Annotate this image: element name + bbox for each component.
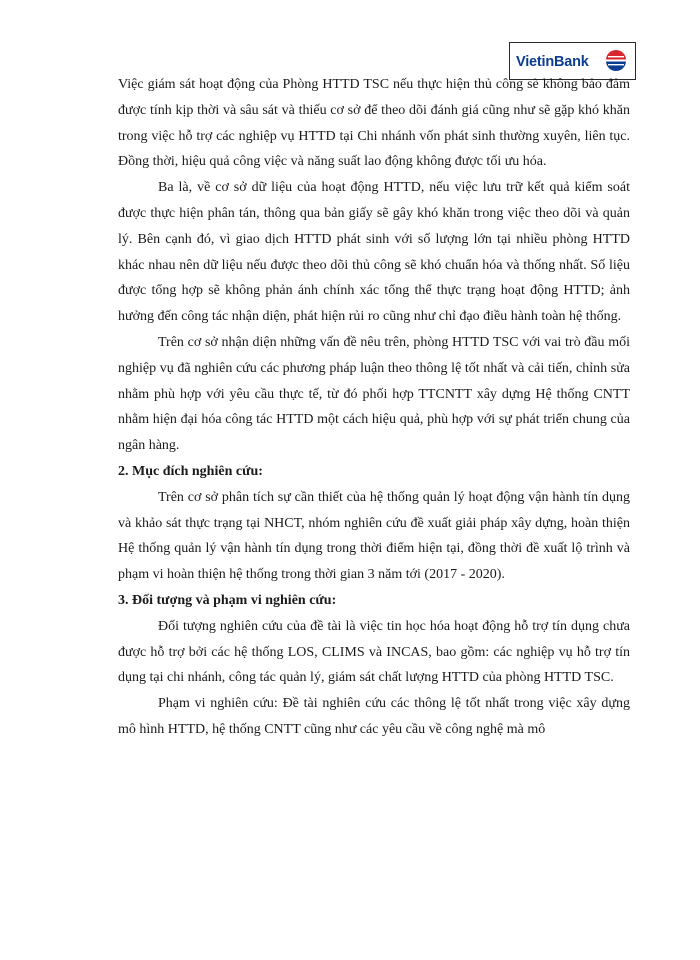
logo-text: VietinBank — [516, 54, 589, 70]
paragraph-monitoring: Việc giám sát hoạt động của Phòng HTTD TSC nếu thực hiện thủ công sẽ không bảo đảm được tính kịp thời và sâu sát và thiếu cơ sở để theo dõi đánh giá cũng như sẽ gặp khó khăn trong việc hỗ trợ các nghiệp vụ HTTD tại Chi nhánh vốn phát sinh thường xuyên, liên tục. Đồng thời, hiệu quả công việc và năng suất lao động không được tối ưu hóa. — [118, 77, 630, 170]
document-body — [118, 72, 630, 743]
paragraph-research-purpose: Trên cơ sở phân tích sự cần thiết của hệ thống quản lý hoạt động vận hành tín dụng và khảo sát thực trạng tại NHCT, nhóm nghiên cứu đề xuất giải pháp xây dựng, hoàn thiện Hệ thống quản lý vận hành tín dụng trong thời điểm hiện tại, đồng thời đề xuất lộ trình và phạm vi hoàn thiện hệ thống trong thời gian 3 năm tới (2017 - 2020). — [118, 489, 630, 583]
paragraph-research-range: Phạm vi nghiên cứu: Đề tài nghiên cứu các thông lệ tốt nhất trong việc xây dựng mô hình HTTD, hệ thống CNTT cũng như các yêu cầu về công nghệ mà mô — [118, 696, 630, 737]
paragraph-database: Ba là, về cơ sở dữ liệu của hoạt động HTTD, nếu việc lưu trữ kết quả kiểm soát được thực hiện phân tán, thông qua bản giấy sẽ gây khó khăn trong việc theo dõi và quản lý. Bên cạnh đó, vì giao dịch HTTD phát sinh với số lượng lớn tại nhiều phòng HTTD khác nhau nên dữ liệu nếu được theo dõi thủ công sẽ khó chuẩn hóa và thống nhất. Số liệu được tổng hợp sẽ không phản ánh chính xác tổng thể thực trạng hoạt động HTTD; ảnh hưởng đến công tác nhận diện, phát hiện rủi ro cũng như chỉ đạo điều hành toàn hệ thống. — [118, 180, 630, 325]
heading-research-scope: 3. Đối tượng và phạm vi nghiên cứu: — [118, 592, 337, 608]
heading-research-purpose: 2. Mục đích nghiên cứu: — [118, 463, 263, 479]
paragraph-research-object: Đối tượng nghiên cứu của đề tài là việc tin học hóa hoạt động hỗ trợ tín dụng chưa được hỗ trợ bởi các hệ thống LOS, CLIMS và INCAS, bao gồm: các nghiệp vụ hỗ trợ tín dụng tại chi nhánh, công tác quản lý, giám sát chất lượng HTTD của phòng HTTD TSC. — [118, 618, 630, 686]
vietinbank-logo-icon — [603, 46, 629, 74]
paragraph-solution: Trên cơ sở nhận diện những vấn đề nêu trên, phòng HTTD TSC với vai trò đầu mối nghiệp vụ đã nghiên cứu các phương pháp luận theo thông lệ tốt nhất và cải tiến, chỉnh sửa nhằm phù hợp với yêu cầu thực tế, từ đó phối hợp TTCNTT xây dựng Hệ thống CNTT nhằm hiện đại hóa công tác HTTD một cách hiệu quả, phù hợp với sự phát triển chung của ngân hàng. — [118, 334, 630, 454]
